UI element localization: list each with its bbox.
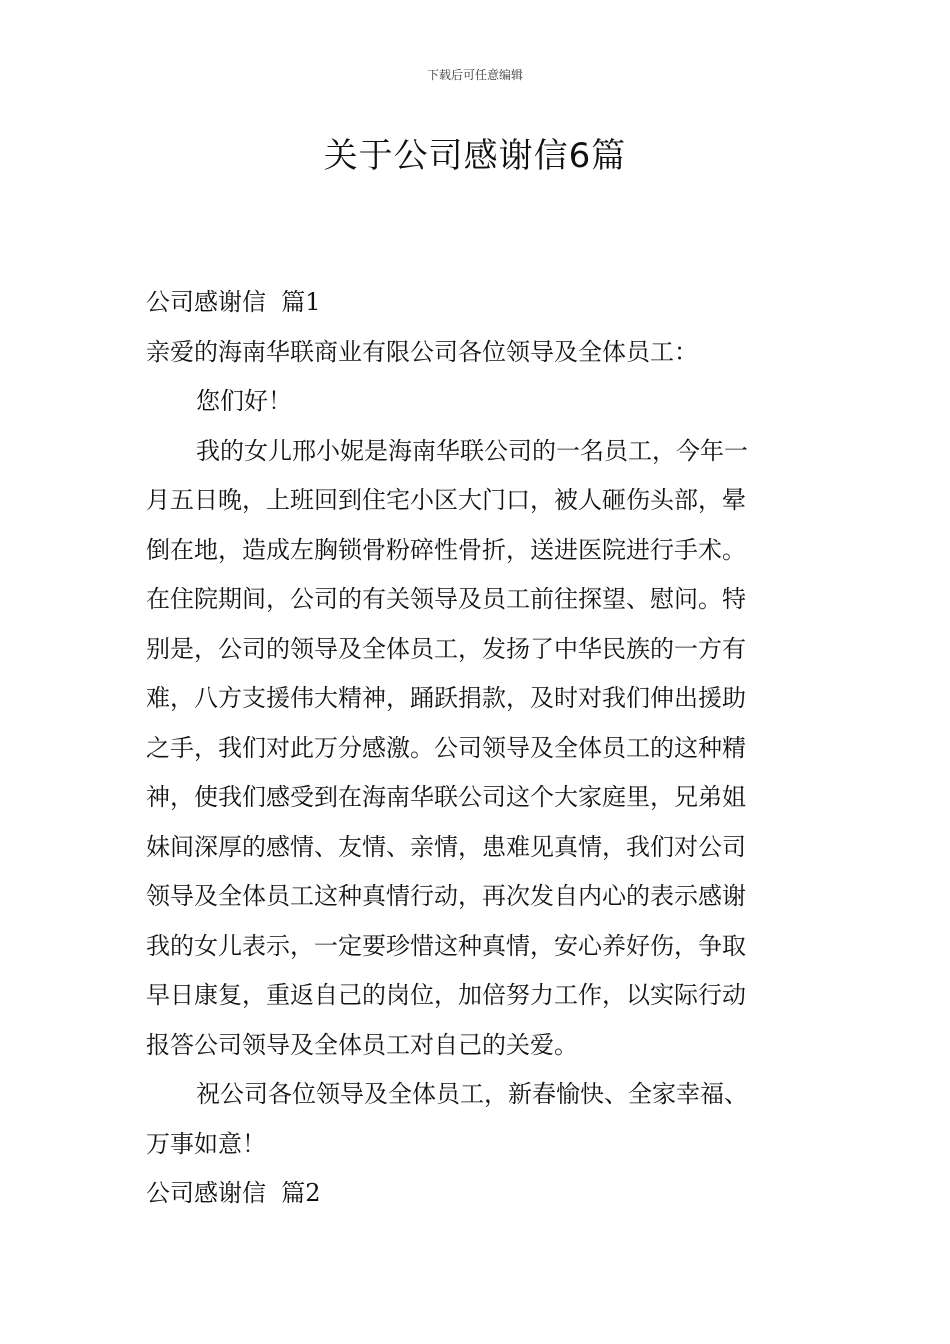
body-line: 神，使我们感受到在海南华联公司这个大家庭里，兄弟姐 [146,783,746,811]
section-heading-2: 公司感谢信 篇2 [146,1179,321,1207]
header-note: 下载后可任意编辑 [426,68,523,82]
body-line: 在住院期间，公司的有关领导及员工前往探望、慰问。特 [146,585,746,613]
body-line: 报答公司领导及全体员工对自己的关爱。 [146,1030,578,1059]
document-body [146,278,808,1219]
body-line: 倒在地，造成左胸锁骨粉碎性骨折，送进医院进行手术。 [146,535,746,564]
body-line: 领导及全体员工这种真情行动，再次发自内心的表示感谢 [146,882,746,910]
body-line: 别是，公司的领导及全体员工，发扬了中华民族的一方有 [146,634,746,663]
document-title: 关于公司感谢信6篇 [323,136,627,176]
body-line: 早日康复，重返自己的岗位，加倍努力工作，以实际行动 [146,981,746,1009]
letter-greeting: 亲爱的海南华联商业有限公司各位领导及全体员工： [146,337,698,366]
body-line: 我的女儿邢小妮是海南华联公司的一名员工，今年一 [196,436,748,465]
letter-salutation: 您们好！ [196,387,292,415]
body-line: 之手，我们对此万分感激。公司领导及全体员工的这种精 [146,733,746,762]
closing-line: 万事如意！ [146,1129,266,1158]
section-heading-1: 公司感谢信 篇1 [146,288,321,316]
letter-closing [146,1070,808,1169]
body-line: 月五日晚，上班回到住宅小区大门口，被人砸伤头部，晕 [146,486,746,514]
closing-line: 祝公司各位领导及全体员工，新春愉快、全家幸福、 [196,1080,748,1108]
body-line: 我的女儿表示，一定要珍惜这种真情，安心养好伤，争取 [146,931,746,960]
body-line: 难，八方支援伟大精神，踊跃捐款，及时对我们伸出援助 [146,684,746,712]
letter-body [146,427,808,1071]
body-line: 妹间深厚的感情、友情、亲情，患难见真情，我们对公司 [146,832,746,861]
